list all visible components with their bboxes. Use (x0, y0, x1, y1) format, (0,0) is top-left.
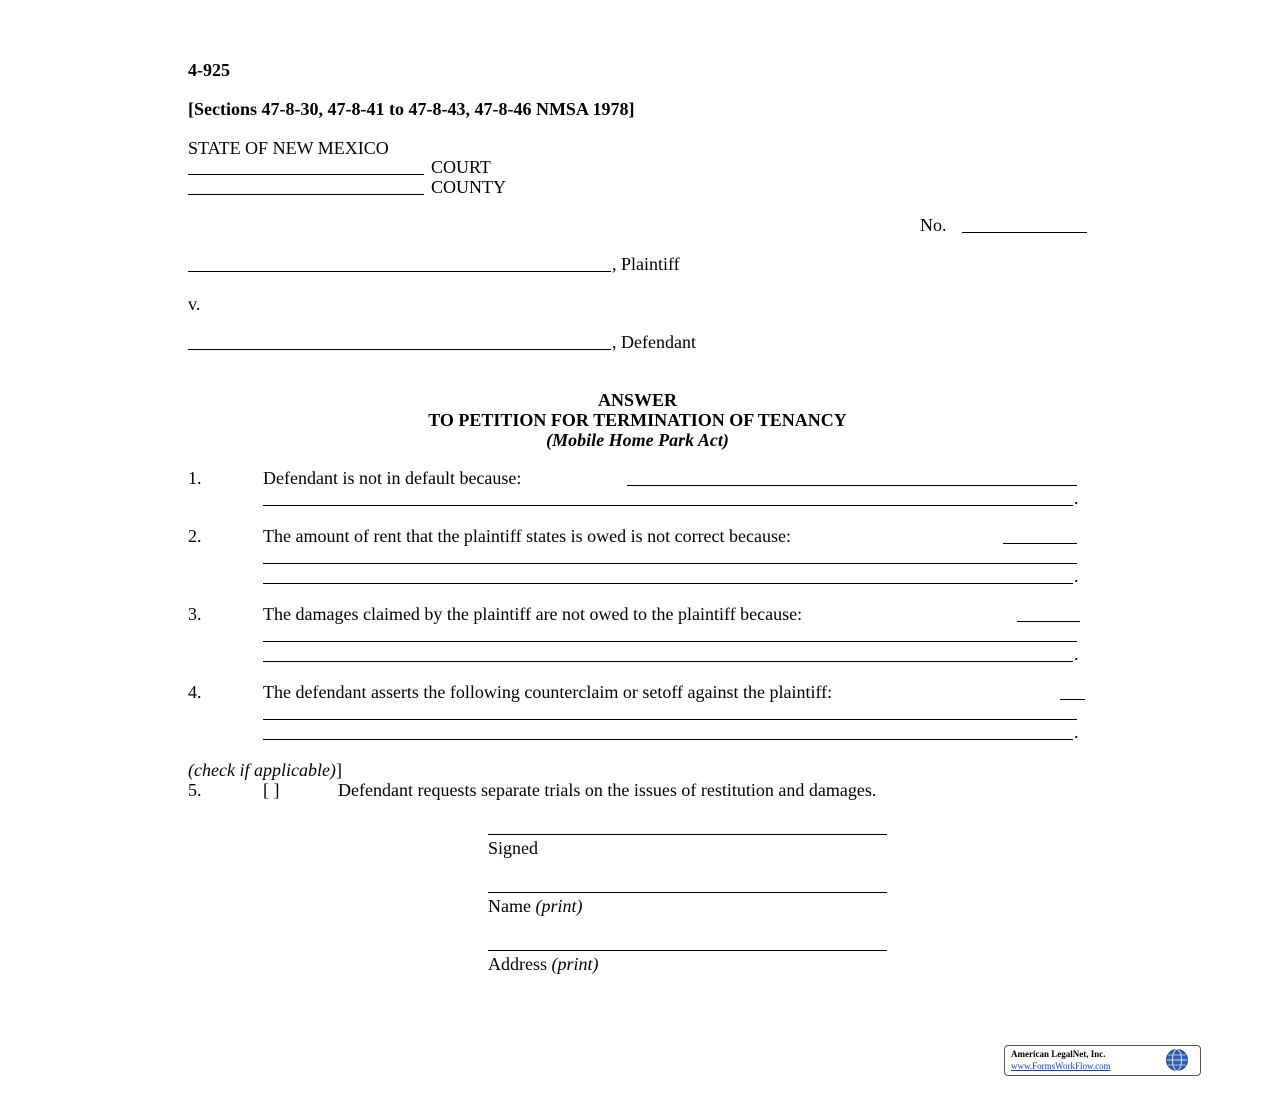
document-title: ANSWER (597, 390, 677, 410)
item-4-answer-line[interactable] (1060, 699, 1085, 700)
line-end-period: . (1074, 566, 1079, 586)
case-number-label: No. (920, 215, 947, 235)
versus-label: v. (188, 294, 201, 314)
item-2-answer-line[interactable] (1003, 543, 1077, 544)
american-legalnet-logo[interactable] (1004, 1045, 1201, 1076)
county-name-field[interactable] (188, 194, 424, 195)
item-4-answer-line[interactable] (263, 739, 1073, 740)
defendant-name-field[interactable] (188, 349, 611, 350)
item-1-answer-line[interactable] (627, 485, 1077, 486)
defendant-label: , Defendant (612, 332, 696, 352)
address-label-text: Address (488, 954, 547, 974)
separate-trials-checkbox[interactable]: [ ] (263, 780, 280, 800)
statute-sections: [Sections 47-8-30, 47-8-41 to 47-8-43, 47-8-46 NMSA 1978] (188, 99, 635, 119)
item-number: 4. (188, 682, 202, 702)
logo-url-link[interactable]: www.FormsWorkFlow.com (1011, 1061, 1111, 1071)
item-number: 3. (188, 604, 202, 624)
address-line[interactable] (488, 950, 887, 951)
name-label-text: Name (488, 896, 531, 916)
state-name: STATE OF NEW MEXICO (188, 138, 389, 158)
item-1-answer-line[interactable] (263, 505, 1073, 506)
case-number-field[interactable] (962, 232, 1087, 233)
name-label (488, 896, 582, 916)
item-text: The damages claimed by the plaintiff are not owed to the plaintiff because: (263, 604, 803, 624)
item-4-answer-line[interactable] (263, 719, 1077, 720)
plaintiff-name-field[interactable] (188, 271, 611, 272)
item-3-answer-line[interactable] (1017, 621, 1080, 622)
item-number: 5. (188, 780, 202, 800)
item-number: 1. (188, 468, 202, 488)
check-note (188, 760, 342, 780)
signature-line[interactable] (488, 834, 887, 835)
item-text: The amount of rent that the plaintiff states is owed is not correct because: (263, 526, 792, 546)
court-name-field[interactable] (188, 174, 424, 175)
globe-icon (1165, 1048, 1189, 1072)
court-label: COURT (431, 157, 491, 177)
item-2-answer-line[interactable] (263, 563, 1077, 564)
county-label: COUNTY (431, 177, 506, 197)
address-label (488, 954, 599, 974)
name-print-hint: (print) (535, 896, 583, 916)
separate-trials-text: Defendant requests separate trials on the issues of restitution and damages. (338, 780, 877, 800)
name-line[interactable] (488, 892, 887, 893)
item-text: Defendant is not in default because: (263, 468, 522, 488)
document-subtitle: TO PETITION FOR TERMINATION OF TENANCY (428, 410, 847, 430)
item-number: 2. (188, 526, 202, 546)
line-end-period: . (1074, 722, 1079, 742)
item-3-answer-line[interactable] (263, 641, 1077, 642)
form-number: 4-925 (188, 60, 230, 80)
act-name: (Mobile Home Park Act) (546, 430, 729, 450)
item-2-answer-line[interactable] (263, 583, 1073, 584)
line-end-period: . (1074, 488, 1079, 508)
check-note-bracket: ] (335, 760, 342, 780)
item-text: The defendant asserts the following counterclaim or setoff against the plaintiff: (263, 682, 833, 702)
plaintiff-label: , Plaintiff (612, 254, 680, 274)
address-print-hint: (print) (551, 954, 599, 974)
line-end-period: . (1074, 644, 1079, 664)
logo-company-name: American LegalNet, Inc. (1011, 1049, 1106, 1059)
signed-label: Signed (488, 838, 539, 858)
check-note-text: (check if applicable) (188, 760, 336, 780)
item-3-answer-line[interactable] (263, 661, 1073, 662)
